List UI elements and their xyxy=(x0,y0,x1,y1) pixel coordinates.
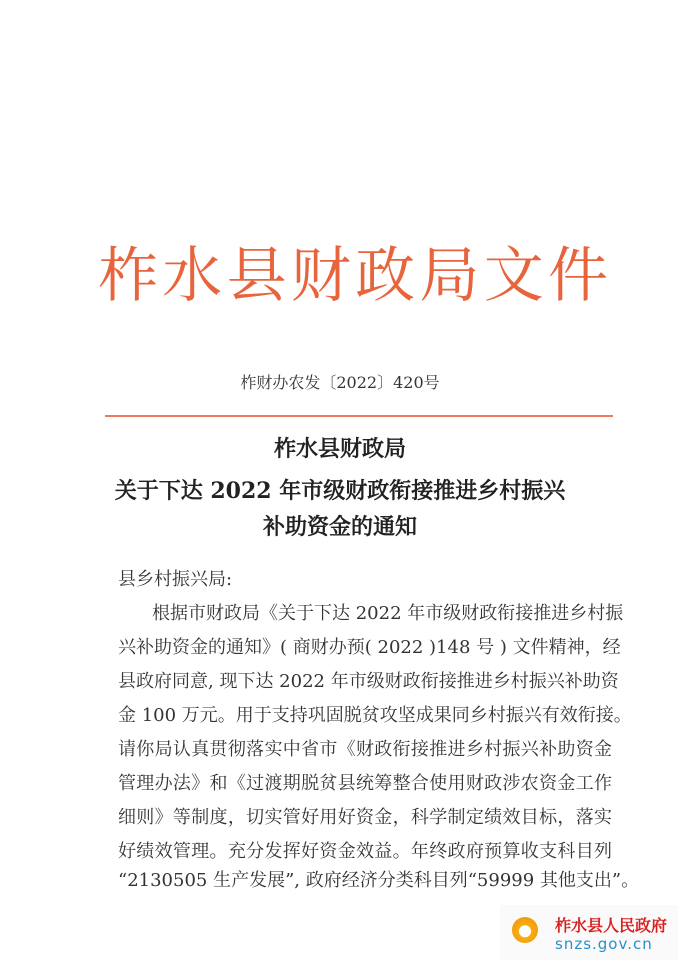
body-line: 金 100 万元。用于支持巩固脱贫攻坚成果同乡村振兴有效衔接。 xyxy=(118,705,632,726)
sun-logo-icon xyxy=(512,917,538,943)
title-char: 文 xyxy=(483,241,544,311)
body-line: 根据市财政局《关于下达 2022 年市级财政衔接推进乡村振 xyxy=(152,603,624,624)
body-line: 细则》等制度，切实管好用好资金，科学制定绩效目标，落实 xyxy=(118,807,612,828)
document-number: 柞财办农发〔2022〕420号 xyxy=(240,373,440,392)
heading-line-3: 补助资金的通知 xyxy=(262,514,417,540)
title-char: 县 xyxy=(226,241,287,311)
heading-line-2: 关于下达 2022 年市级财政衔接推进乡村振兴 xyxy=(114,478,566,504)
body-line: 请你局认真贯彻落实中省市《财政衔接推进乡村振兴补助资金 xyxy=(118,739,612,760)
body-line: 管理办法》和《过渡期脱贫县统筹整合使用财政涉农资金工作 xyxy=(118,773,612,794)
body-line: 兴补助资金的通知》( 商财办预( 2022 )148 号 ) 文件精神，经 xyxy=(118,637,621,658)
title-char: 财 xyxy=(290,241,351,311)
title-char: 政 xyxy=(355,241,416,311)
salutation: 县乡村振兴局: xyxy=(118,569,233,590)
document-title xyxy=(98,228,608,311)
body-line: 好绩效管理。充分发挥好资金效益。年终政府预算收支科目列 xyxy=(118,841,612,862)
watermark-name: 柞水县人民政府 xyxy=(555,916,668,935)
heading-line-1: 柞水县财政局 xyxy=(273,436,406,462)
body-line: 县政府同意, 现下达 2022 年市级财政衔接推进乡村振兴补助资 xyxy=(118,671,619,692)
title-char: 件 xyxy=(547,241,608,311)
title-char: 局 xyxy=(419,241,480,311)
title-char: 水 xyxy=(162,241,223,311)
red-divider xyxy=(105,415,613,417)
watermark-url: snzs.gov.cn xyxy=(555,935,653,953)
government-watermark xyxy=(500,905,678,960)
title-char: 柞 xyxy=(98,241,158,311)
body-line: “2130505 生产发展”, 政府经济分类科目列“59999 其他支出”。 xyxy=(118,870,640,891)
